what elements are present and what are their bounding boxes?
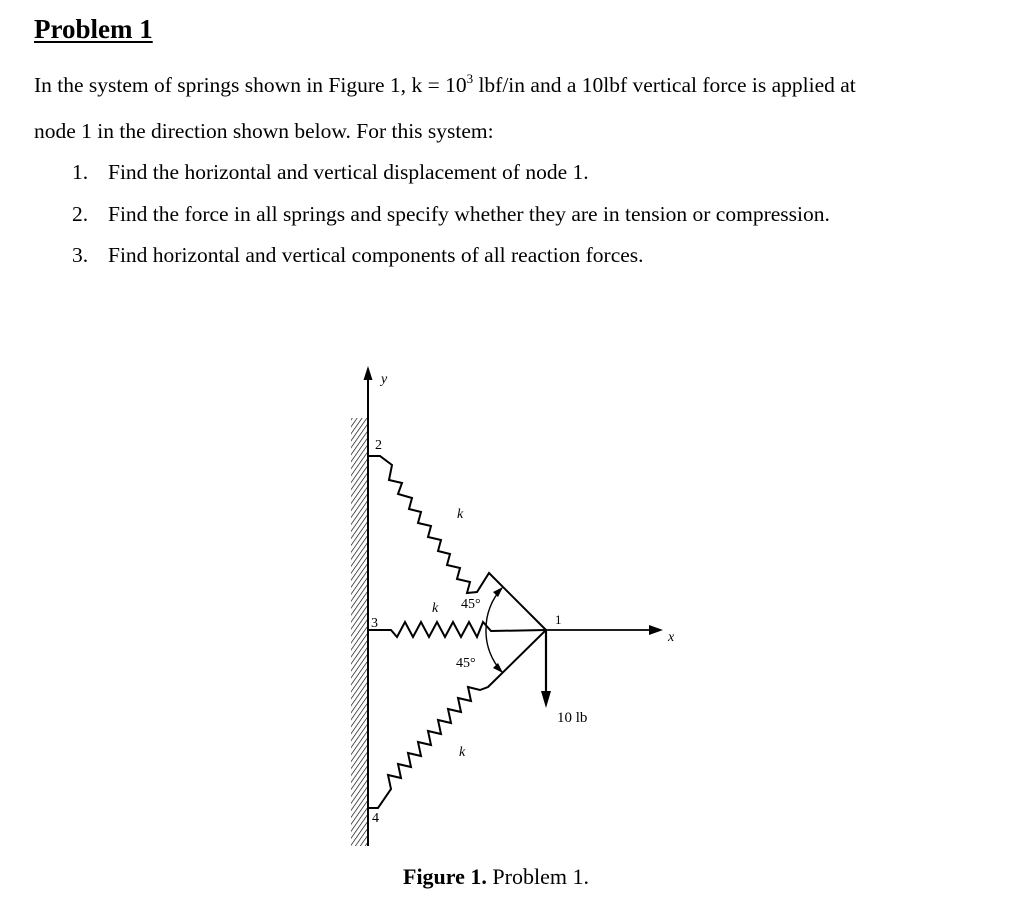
force-arrow-icon xyxy=(541,691,551,708)
node-3-label: 3 xyxy=(371,616,378,631)
angle-arc-top xyxy=(486,588,502,630)
angle-arrow-top-icon xyxy=(493,587,503,597)
node-4-label: 4 xyxy=(372,811,379,826)
spring-middle-label: k xyxy=(432,601,439,616)
spring-bottom-label: k xyxy=(459,745,466,760)
fixed-wall-hatch xyxy=(351,418,367,846)
force-label: 10 lb xyxy=(557,710,588,726)
figure-caption xyxy=(403,864,589,890)
caption-label: Figure 1. xyxy=(403,864,487,889)
list-number: 3. xyxy=(72,243,89,267)
list-text: Find the force in all springs and specify whether they are in tension or compression. xyxy=(108,202,830,226)
angle-bottom-label: 45° xyxy=(456,656,476,671)
stiffness-unit: lbf/in xyxy=(478,73,526,97)
list-text: Find horizontal and vertical components of all reaction forces. xyxy=(108,243,644,267)
list-number: 1. xyxy=(72,160,89,184)
y-axis-arrow-icon xyxy=(364,366,373,380)
x-axis-label: x xyxy=(668,630,675,645)
list-text: Find the horizontal and vertical displacement of node 1. xyxy=(108,160,589,184)
stiffness-eq: k = 10 xyxy=(411,73,467,97)
y-axis-label: y xyxy=(381,372,388,387)
stiffness-exponent: 3 xyxy=(466,71,474,86)
angle-top-label: 45° xyxy=(461,597,481,612)
problem-title: Problem 1 xyxy=(34,14,153,44)
caption-text: Problem 1. xyxy=(492,864,589,889)
spring-middle xyxy=(368,622,546,637)
angle-arc-bottom xyxy=(486,630,502,672)
statement-text: In the system of springs shown in Figure 1, xyxy=(34,73,407,97)
statement-text-post: and a 10lbf vertical force is applied at xyxy=(530,73,856,97)
spring-top-label: k xyxy=(457,507,464,522)
problem-statement-line2: node 1 in the direction shown below. For this system: xyxy=(34,119,494,143)
node-1-label: 1 xyxy=(555,612,562,627)
node-2-label: 2 xyxy=(375,438,382,453)
spring-top xyxy=(368,456,546,630)
list-number: 2. xyxy=(72,202,89,226)
angle-arrow-bottom-icon xyxy=(493,663,503,673)
x-axis-arrow-icon xyxy=(649,625,663,635)
